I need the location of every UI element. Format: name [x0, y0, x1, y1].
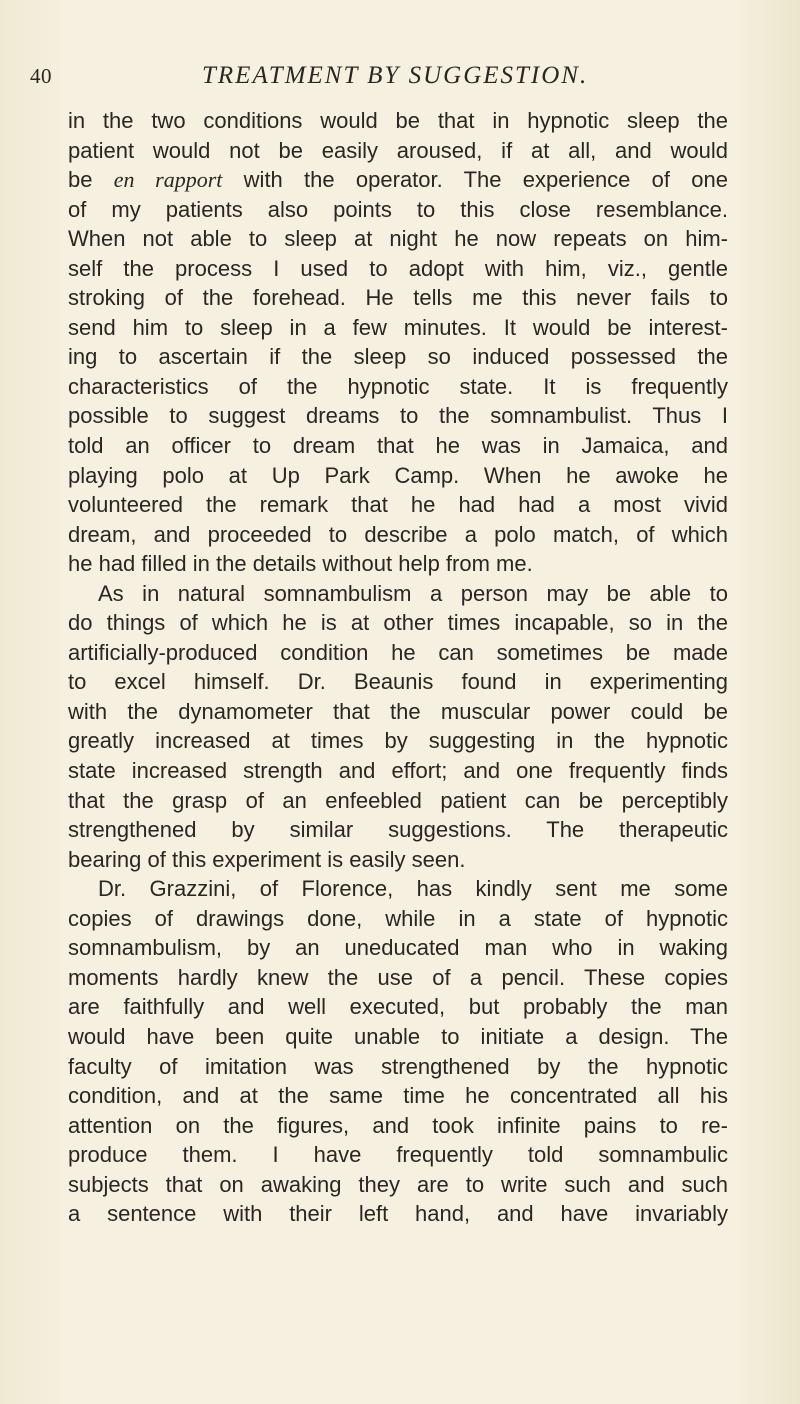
text-line: state increased strength and effort; and one frequently finds: [68, 758, 728, 784]
text-line: be en rapport with the operator. The experience of one: [68, 167, 728, 193]
text-line: that the grasp of an enfeebled patient can be perceptibly: [68, 787, 728, 813]
text-line: bearing of this experiment is easily seen.: [68, 846, 466, 872]
text-line: are faithfully and well executed, but probably the man: [68, 994, 728, 1020]
running-head: TREATMENT BY SUGGESTION.: [202, 62, 589, 89]
text-line: strengthened by similar suggestions. The therapeutic: [68, 817, 728, 843]
text-line: volunteered the remark that he had had a most vivid: [68, 492, 728, 518]
body-text: [68, 106, 728, 1229]
text-line: somnambulism, by an uneducated man who in waking: [68, 935, 728, 961]
text-line: condition, and at the same time he concentrated all his: [68, 1083, 728, 1109]
text-line: dream, and proceeded to describe a polo match, of which: [68, 521, 728, 547]
text-line: with the dynamometer that the muscular power could be: [68, 698, 728, 724]
text-line: artificially-produced condition he can sometimes be made: [68, 639, 728, 665]
text-line: a sentence with their left hand, and have invariably: [68, 1201, 728, 1227]
text-line: Dr. Grazzini, of Florence, has kindly sent me some: [98, 876, 728, 902]
text-line: produce them. I have frequently told somnambulic: [68, 1142, 728, 1168]
page-number: 40: [30, 64, 52, 88]
text-line: ing to ascertain if the sleep so induced possessed the: [68, 344, 728, 370]
page-header: [30, 62, 770, 94]
text-line: patient would not be easily aroused, if at all, and would: [68, 137, 728, 163]
text-line: stroking of the forehead. He tells me this never fails to: [68, 285, 728, 311]
text-line: characteristics of the hypnotic state. It is frequently: [68, 373, 728, 399]
italic-phrase: en rapport: [113, 167, 223, 193]
text-line: attention on the figures, and took infinite pains to re-: [68, 1112, 728, 1138]
text-line: to excel himself. Dr. Beaunis found in experimenting: [68, 669, 728, 695]
text-line: self the process I used to adopt with him, viz., gentle: [68, 255, 728, 281]
text-line: he had filled in the details without help from me.: [68, 551, 533, 577]
text-line: moments hardly knew the use of a pencil. These copies: [68, 964, 728, 990]
text-line: send him to sleep in a few minutes. It would be interest-: [68, 314, 728, 340]
text-line: of my patients also points to this close resemblance.: [68, 196, 728, 222]
text-line: told an officer to dream that he was in Jamaica, and: [68, 433, 728, 459]
text-line: subjects that on awaking they are to write such and such: [68, 1171, 728, 1197]
text-line: greatly increased at times by suggesting in the hypnotic: [68, 728, 728, 754]
text-line: When not able to sleep at night he now repeats on him-: [68, 226, 728, 252]
text-line: would have been quite unable to initiate a design. The: [68, 1023, 728, 1049]
text-line: As in natural somnambulism a person may be able to: [98, 580, 728, 606]
text-line: do things of which he is at other times incapable, so in the: [68, 610, 728, 636]
text-line: possible to suggest dreams to the somnambulist. Thus I: [68, 403, 728, 429]
text-line: in the two conditions would be that in hypnotic sleep the: [68, 108, 728, 133]
text-line: playing polo at Up Park Camp. When he awoke he: [68, 462, 728, 488]
text-line: copies of drawings done, while in a state of hypnotic: [68, 905, 728, 931]
text-line: faculty of imitation was strengthened by the hypnotic: [68, 1053, 728, 1079]
